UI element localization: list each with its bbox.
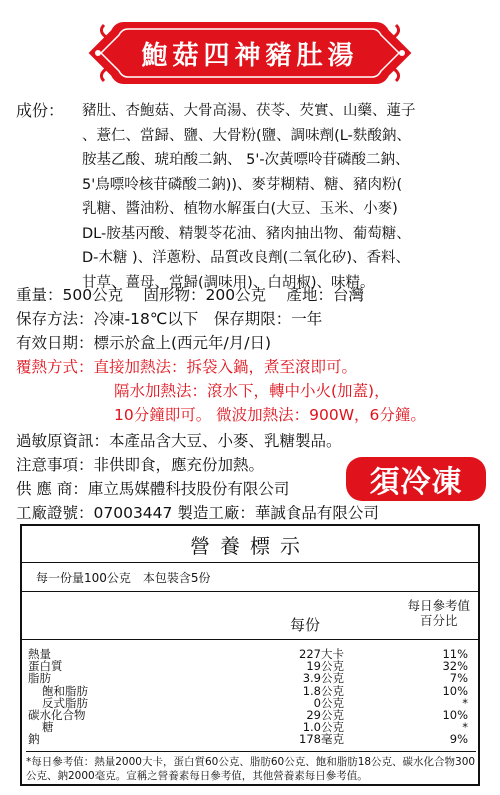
nutrient-daily-value: 10%	[442, 683, 468, 698]
supplier-line: 供 應 商：庫立馬媒體科技股份有限公司	[16, 480, 290, 498]
nutrient-amount: 3.9公克	[302, 671, 344, 686]
ingredients-label: 成份：	[16, 101, 65, 120]
nutrition-table	[20, 524, 480, 786]
title-banner	[84, 17, 416, 89]
nutrient-amount: 0公克	[313, 695, 344, 710]
nutrition-row	[22, 733, 478, 745]
nutrition-row	[22, 660, 478, 672]
nutrient-daily-value: 32%	[442, 659, 468, 674]
nutrient-daily-value: 7%	[449, 671, 468, 686]
storage-line: 保存方法：冷凍-18℃以下 保存期限：一年	[16, 310, 323, 328]
nutrient-name: 熱量	[28, 647, 51, 661]
nutrient-amount: 227大卡	[299, 647, 344, 661]
nutrient-amount: 1.8公克	[302, 683, 344, 698]
ingredients-line: 甘草、薑母、當歸(調味用)、白胡椒)、味精。	[82, 274, 375, 291]
nutrient-amount: 178毫克	[299, 732, 344, 747]
nutrition-row	[22, 709, 478, 721]
nutrient-amount: 29公克	[306, 707, 344, 722]
ingredients-line: 乳糖、醬油粉、植物水解蛋白(大豆、玉米、小麥)	[82, 201, 398, 217]
heating-label: 覆熱方式：	[16, 358, 94, 376]
nutrition-header	[22, 592, 478, 640]
nutrition-rows	[22, 640, 478, 746]
nutrient-name: 飽和脂肪	[42, 683, 88, 698]
weight-line: 重量：500公克 固形物：200公克 產地：台灣	[16, 286, 365, 304]
nutrient-daily-value: *	[462, 720, 468, 735]
expiry-line: 有效日期：標示於盒上(西元年/月/日)	[16, 334, 272, 352]
heating-direct: 直接加熱法：拆袋入鍋，煮至滾即可。	[93, 358, 358, 376]
nutrition-row	[22, 685, 478, 697]
keep-frozen-badge: 須冷凍	[346, 457, 486, 501]
ingredients-line: 、薏仁、當歸、鹽、大骨粉(鹽、調味劑(L-麩酸鈉、	[82, 127, 411, 144]
heating-line-2: 隔水加熱法：滾水下，轉中小火(加蓋)，	[114, 382, 390, 400]
nutrient-name: 糖	[42, 720, 54, 735]
factory-line: 工廠證號：07003447 製造工廠：華誠食品有限公司	[16, 504, 379, 522]
ingredients-line: 豬肚、杏鮑菇、大骨高湯、茯苓、芡實、山藥、蓮子	[82, 103, 416, 119]
ingredients-line: 胺基乙酸、琥珀酸二鈉、 5'-次黃嘌呤苷磷酸二鈉、	[82, 152, 410, 168]
ingredients-text	[82, 99, 416, 295]
allergen-line: 過敏原資訊：本產品含大豆、小麥、乳糖製品。	[16, 432, 342, 450]
product-title: 鮑菇四神豬肚湯	[141, 40, 359, 71]
nutrition-title: 營養標示	[22, 526, 478, 563]
nutrient-name: 蛋白質	[28, 659, 63, 674]
nutrition-row	[22, 672, 478, 684]
ingredients-line: 5'鳥嘌呤核苷磷酸二鈉))、麥芽糊精、糖、豬肉粉(	[82, 176, 403, 193]
nutrient-daily-value: 9%	[449, 732, 468, 747]
heating-line-1	[16, 355, 486, 380]
ingredients-line: D-木糖 )、洋蔥粉、品質改良劑(二氧化矽)、香料、	[82, 250, 410, 266]
serving-size: 每一份量100公克 本包裝含5份	[22, 563, 478, 592]
nutrient-amount: 19公克	[306, 659, 344, 674]
nutrition-note: *每日參考值：熱量2000大卡，蛋白質60公克、脂肪60公克、飽和脂肪18公克、碳水化合物300公克、鈉2000毫克。宣稱之營養素每日參考值，其他營養素每日參考值。	[26, 751, 476, 783]
daily-value-header-line: 百分比	[419, 613, 458, 628]
nutrient-daily-value: *	[462, 695, 468, 710]
nutrient-daily-value: 10%	[442, 707, 468, 722]
nutrient-name: 鈉	[28, 732, 40, 747]
nutrition-row	[22, 721, 478, 733]
nutrient-name: 碳水化合物	[28, 707, 86, 722]
nutrient-amount: 1.0公克	[302, 720, 344, 735]
nutrient-name: 反式脂肪	[42, 695, 88, 710]
notice-line: 注意事項：非供即食，應充份加熱。	[16, 456, 265, 474]
per-serving-header: 每份	[290, 616, 321, 634]
nutrition-row	[22, 648, 478, 660]
daily-value-header-line: 每日參考值	[407, 598, 470, 613]
nutrient-daily-value: 11%	[442, 647, 468, 661]
daily-value-header	[407, 598, 470, 628]
ingredients-line: DL-胺基丙酸、精製苓花油、豬肉抽出物、葡萄糖、	[82, 225, 411, 242]
nutrient-name: 脂肪	[28, 671, 51, 686]
nutrition-row	[22, 697, 478, 709]
heating-line-3: 10分鐘即可。 微波加熱法：900W，6分鐘。	[114, 406, 426, 424]
